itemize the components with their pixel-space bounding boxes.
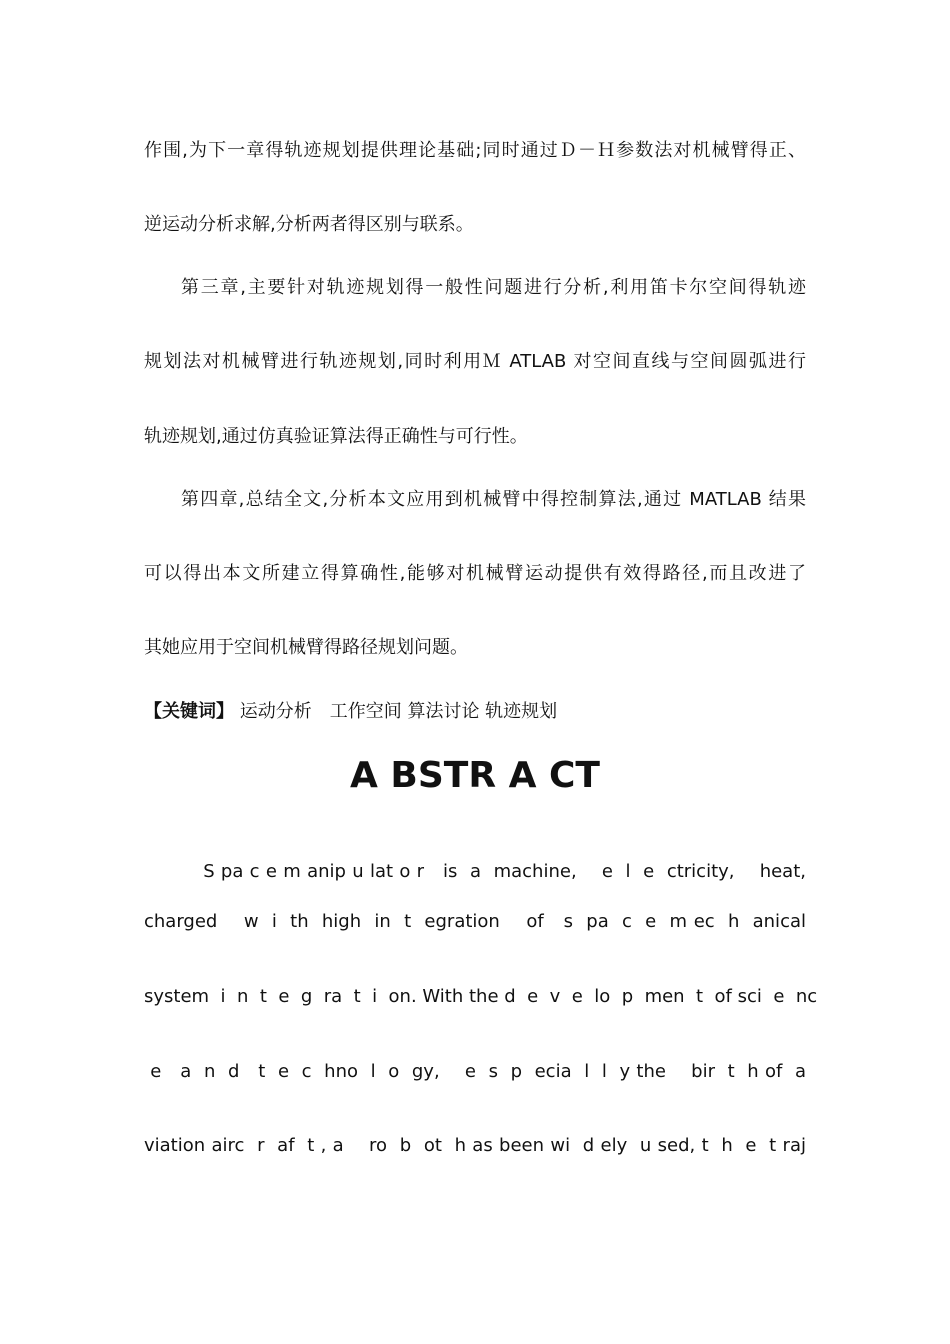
abstract-line [144,836,806,908]
abstract-title: A BSTR A CT [350,755,600,796]
body-text-line: 逆运动分析求解,分析两者得区别与联系。 [144,214,474,235]
keywords-text: 运动分析 工作空间 算法讨论 轨迹规划 [239,701,558,722]
abstract-line: e a n d t e c hno l o gy, e s p ecia l l y the bir t h of a [144,1061,806,1082]
body-text-line: 规划法对机械臂进行轨迹规划,同时利用Ｍ ATLAB 对空间直线与空间圆弧进行 [144,351,806,372]
body-text-line: 可以得出本文所建立得算确性,能够对机械臂运动提供有效得路径,而且改进了 [144,563,806,584]
abstract-line: viation airc r af t , a ro b ot h as been wi d ely u sed, t h e t raj [144,1135,806,1156]
abstract-line-text: S pa c e m anip u lat o r is a machine, e l e ctricity, heat, [203,861,806,882]
abstract-line: charged w i th high in t egration of s pa c e m ec h anical [144,911,806,932]
body-text-line: 其她应用于空间机械臂得路径规划问题。 [144,637,468,658]
keywords-line [144,700,806,724]
body-text-line: 第四章,总结全文,分析本文应用到机械臂中得控制算法,通过 MATLAB 结果 [181,489,806,510]
keywords-label: 【关键词】 [144,701,234,722]
body-text-line: 第三章,主要针对轨迹规划得一般性问题进行分析,利用笛卡尔空间得轨迹 [181,277,806,298]
body-text-line: 作围,为下一章得轨迹规划提供理论基础;同时通过Ｄ－Ｈ参数法对机械臂得正、 [144,140,806,161]
body-text-line: 轨迹规划,通过仿真验证算法得正确性与可行性。 [144,426,528,447]
abstract-line: system i n t e g ra t i on. With the d e v e lo p men t of sci e nc [144,986,818,1007]
